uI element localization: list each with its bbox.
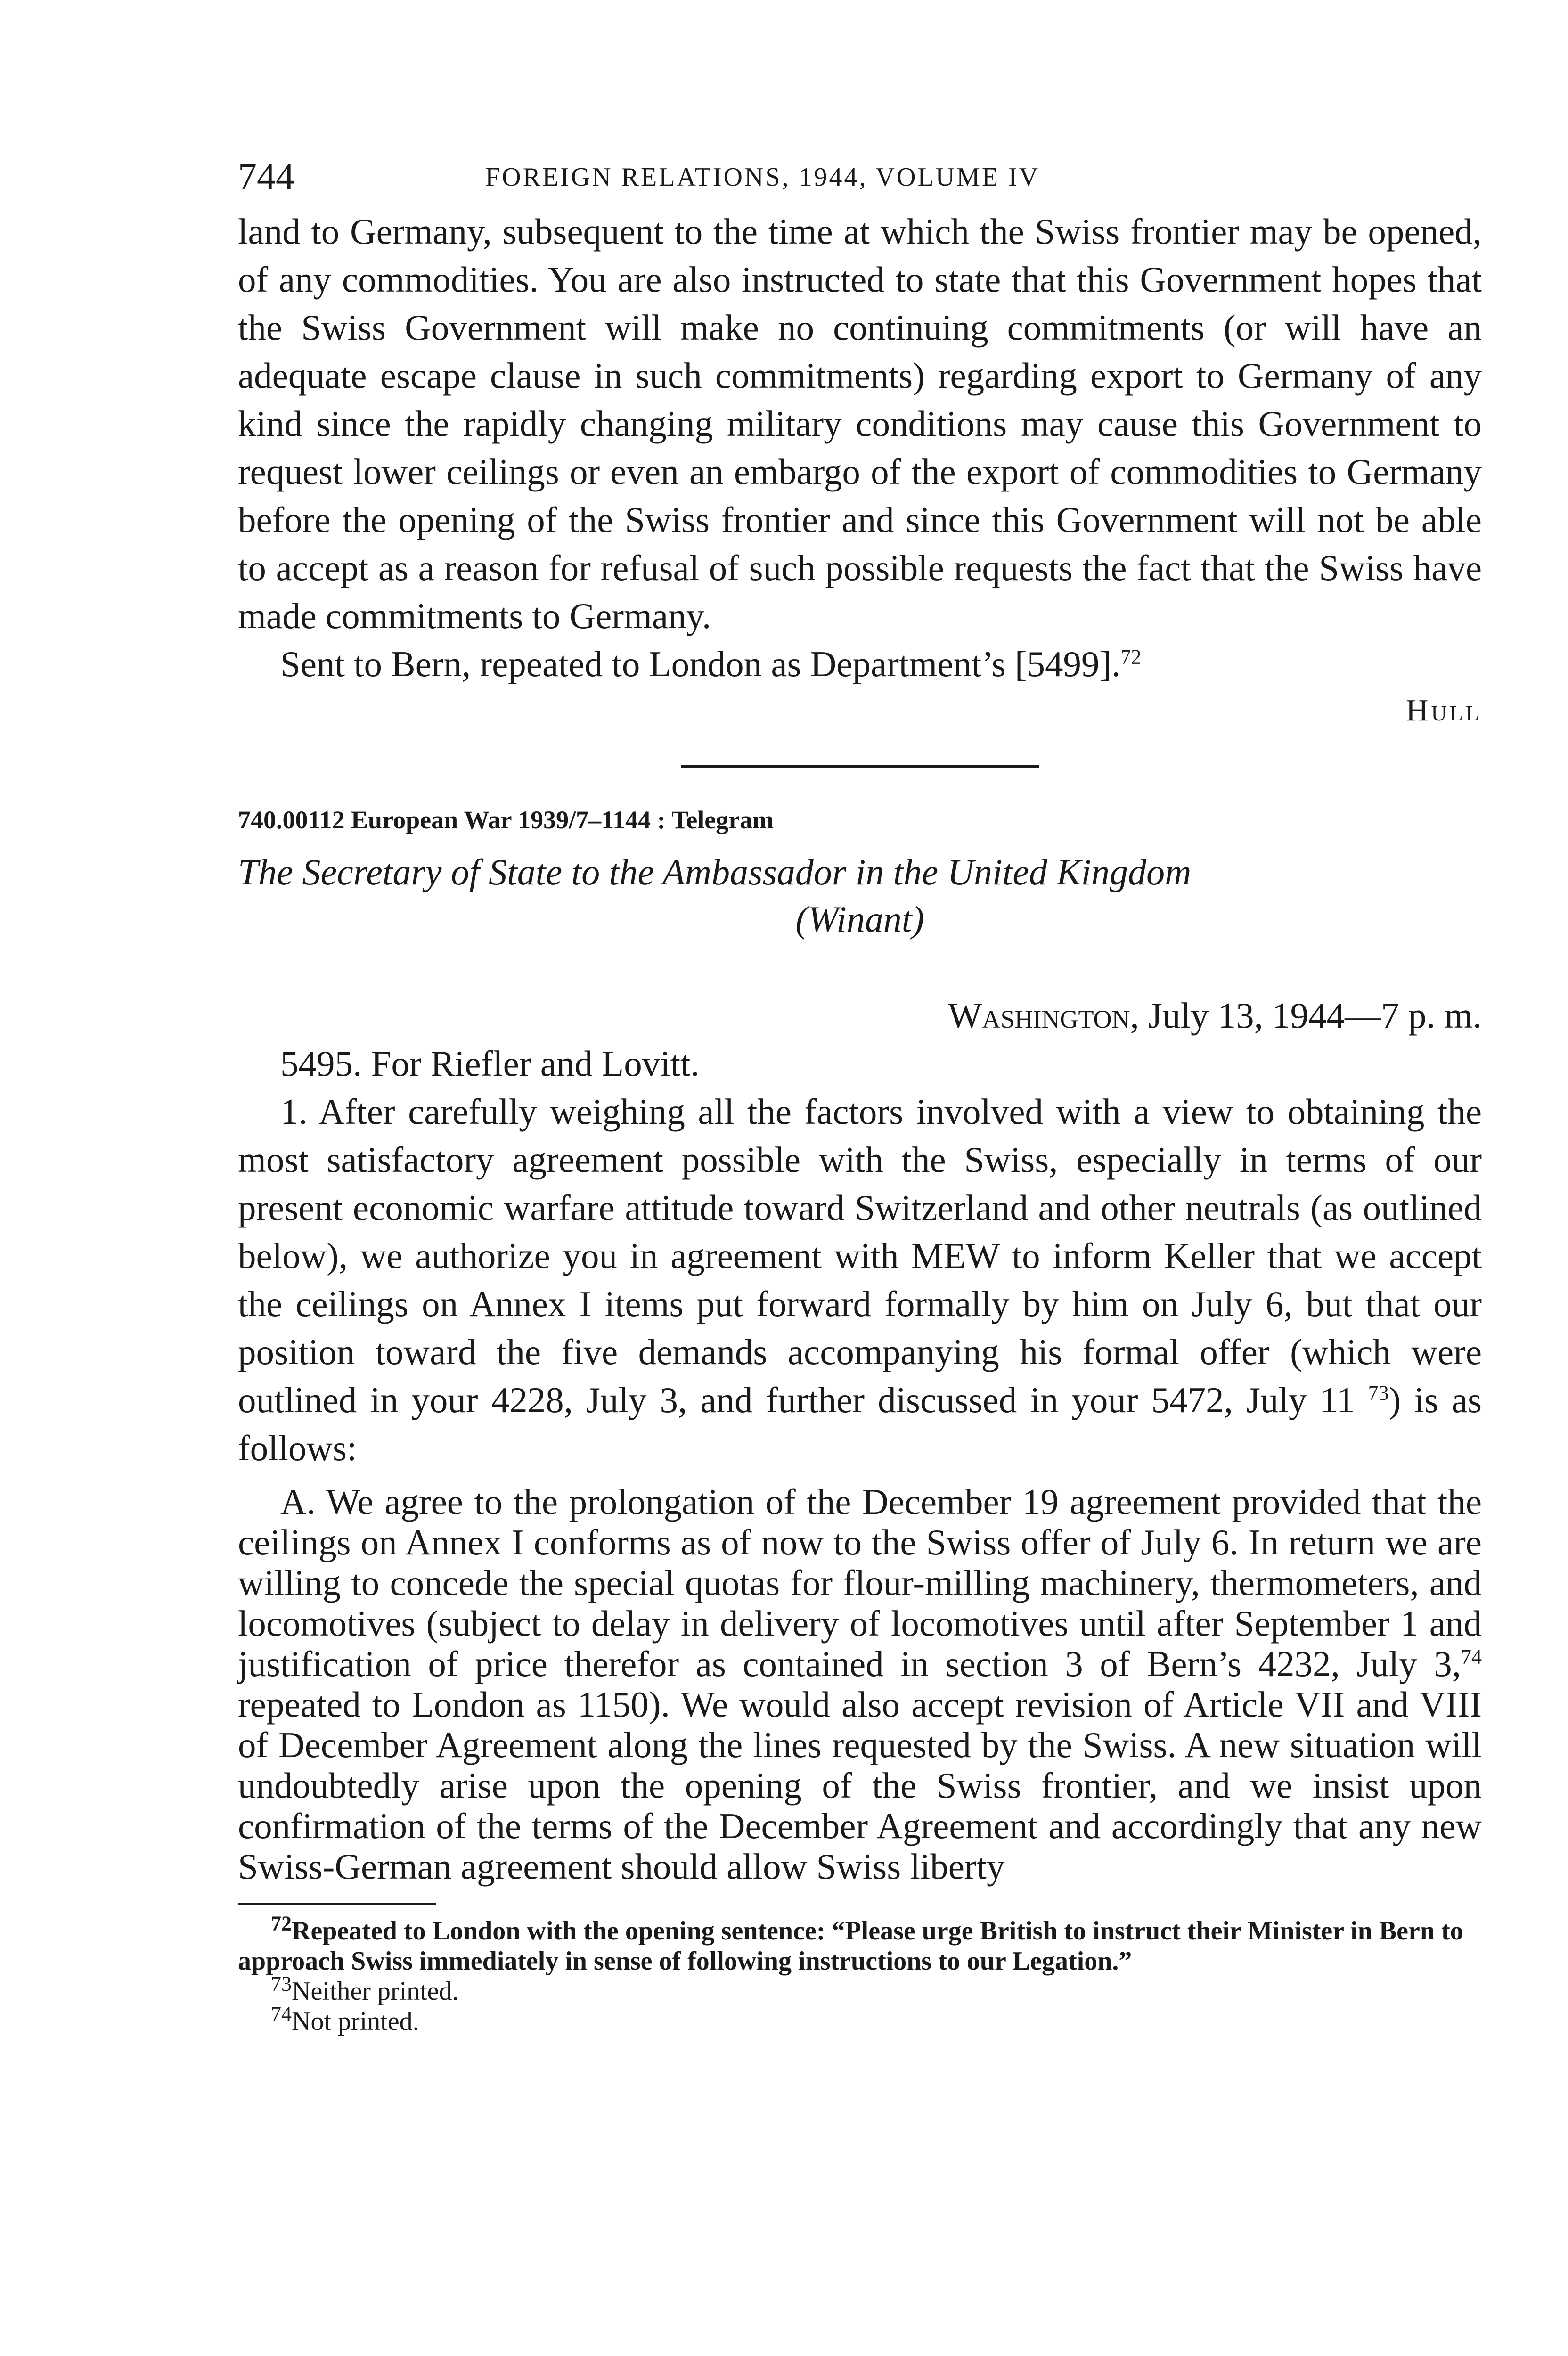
paragraph-a-tail: repeated to London as 1150). We would also accept revision of Article VII and VIII of December Agreement along the lines requested by the Swiss. A new situation will undoubtedly arise upon the opening of the Swiss frontier, and we insist upon confirmation of the terms of the December Agreement and accordingly that any new Swiss-German agreement should allow Swiss liberty [238,1684,1482,1887]
sent-to-line [238,640,1482,688]
page-number: 744 [238,156,294,197]
document-title [238,849,1482,943]
running-title: FOREIGN RELATIONS, 1944, VOLUME IV [485,163,1040,192]
paragraph-1-text: 1. After carefully weighing all the factors involved with a view to obtaining the most satisfactory agreement possible with the Swiss, especially in terms of our present economic warfare attitude toward Switzerland and other neutrals (as outlined below), we authorize you in agreement with MEW to inform Keller that we accept the ceilings on Annex I items put forward formally by him on July 6, but that our position toward the five demands accompanying his formal offer (which were outlined in your 4228, July 3, and further discussed in your 5472, July 11 [238,1091,1482,1420]
telegram-body [238,1039,1482,1472]
footnote-ref-73: 73 [1368,1381,1389,1405]
footnote-73 [238,1972,1482,2006]
dateline-date: July 13, 1944—7 p. m. [1139,995,1482,1036]
footnote-74-text: Not printed. [292,2007,419,2036]
signature: Hull [1405,693,1482,728]
footnote-73-text: Neither printed. [292,1977,459,2006]
footnote-divider [238,1903,436,1905]
paragraph-1 [238,1088,1482,1472]
paragraph-a-section [238,1481,1482,1887]
footnote-72-text: Repeated to London with the opening sentence: “Please urge British to instruct their Minister in Bern to approach Swiss immediately in sense of following instructions to our Legation.” [238,1916,1463,1976]
file-reference: 740.00112 European War 1939/7–1144 : Telegram [238,806,774,834]
footnote-74 [238,2002,1482,2037]
continuation-section [238,207,1482,688]
section-divider [681,765,1039,768]
footnote-num-73: 73 [271,1972,292,1996]
dateline [238,995,1482,1037]
page [238,155,1482,2037]
footnotes [238,1912,1482,2037]
document-title-line-1: The Secretary of State to the Ambassador in the United Kingdom [238,851,1192,892]
footnote-num-72: 72 [271,1912,292,1935]
dateline-place: Washington, [947,995,1139,1036]
continuation-paragraph: land to Germany, subsequent to the time at which the Swiss frontier may be opened, of any commodities. You are also instructed to state that this Government hopes that the Swiss Government will make no continuing commitments (or will have an adequate escape clause in such commitments) regarding export to Germany of any kind since the rapidly changing military conditions may cause this Government to request lower ceilings or even an embargo of the export of commodities to Germany before the opening of the Swiss frontier and since this Government will not be able to accept as a reason for refusal of such possible requests the fact that the Swiss have made commitments to Germany. [238,211,1482,636]
running-header [238,155,1482,207]
footnote-ref-72: 72 [1120,645,1142,669]
message-line: 5495. For Riefler and Lovitt. [280,1043,700,1084]
sent-to-text: Sent to Bern, repeated to London as Department’s [5499]. [280,644,1121,684]
footnote-num-74: 74 [271,2002,292,2026]
paragraph-a [238,1481,1482,1887]
paragraph-a-text: A. We agree to the prolongation of the December 19 agreement provided that the ceilings on Annex I conforms as of now to the Swiss offer of July 6. In return we are willing to concede the special quotas for flour-milling machinery, thermometers, and locomotives (subject to delay in delivery of locomotives until after September 1 and justification of price therefor as contained in section 3 of Bern’s 4232, July 3, [238,1481,1482,1684]
footnote-72 [238,1912,1482,1976]
document-title-line-2: (Winant) [795,899,924,940]
paragraph-1-tail: ) is as follows: [238,1380,1482,1468]
footnote-ref-74: 74 [1461,1645,1482,1669]
